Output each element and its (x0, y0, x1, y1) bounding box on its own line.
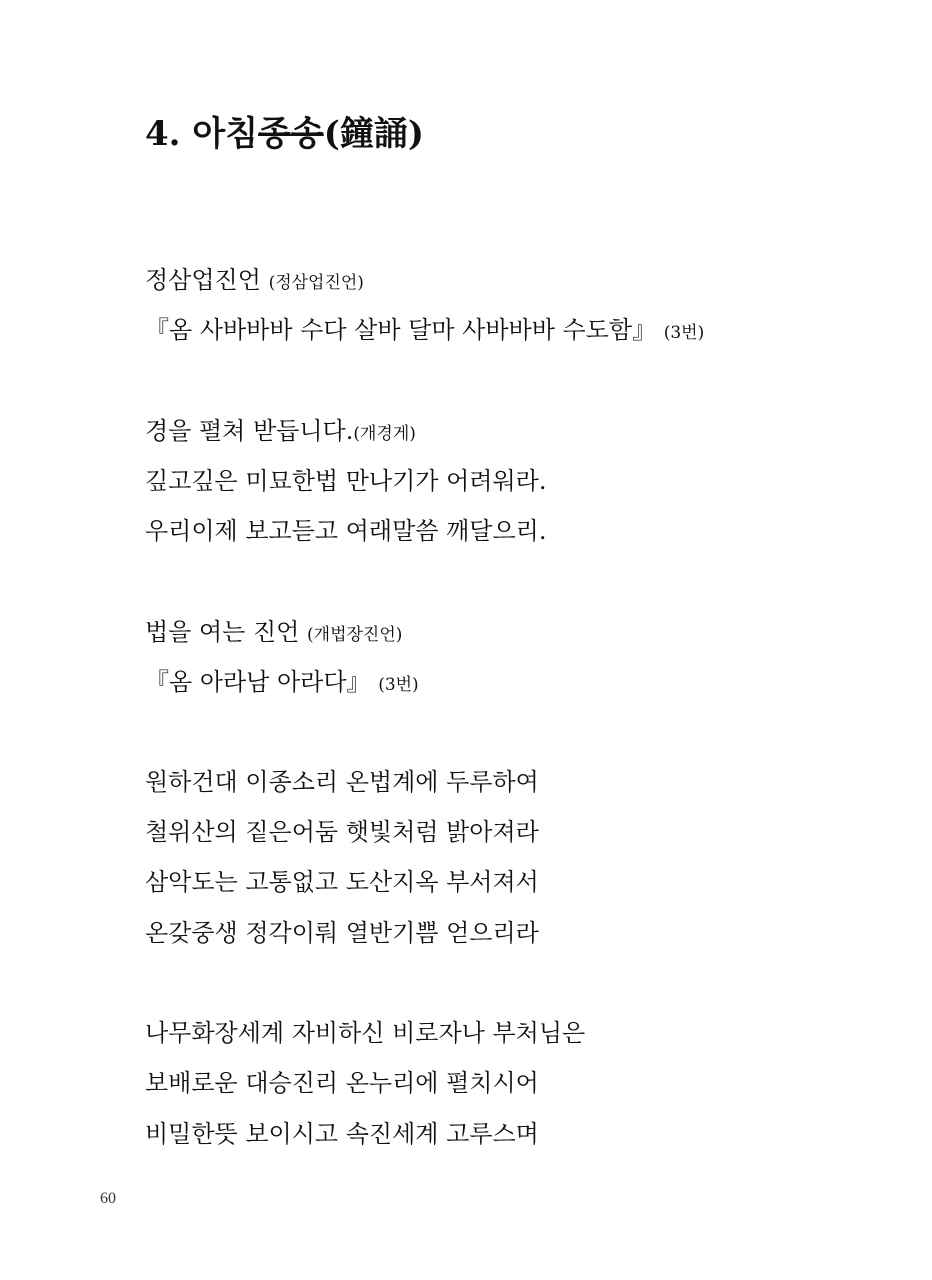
repeat-note: (3번) (378, 675, 419, 695)
heading-jeongsamup (145, 265, 364, 298)
repeat-note: (3번) (663, 323, 705, 343)
heading-text: 법을 여는 진언 (145, 618, 300, 646)
page-number: 60 (100, 1190, 116, 1207)
verse-line: 우리이제 보고듣고 여래말씀 깨달으리. (145, 517, 547, 545)
heading-gaebeopjang (145, 617, 402, 650)
mantra-text: 『옴 사바바바 수다 살바 달마 사바바바 수도함』 (145, 316, 657, 344)
verse-line: 나무화장세계 자비하신 비로자나 부처님은 (145, 1019, 586, 1047)
verse-line: 철위산의 짙은어둠 햇빛처럼 밝아져라 (145, 818, 539, 846)
verse-line: 보배로운 대승진리 온누리에 펼치시어 (145, 1069, 539, 1097)
verse-line: 깊고깊은 미묘한법 만나기가 어려워라. (145, 467, 547, 495)
title-main: 아침 (192, 114, 259, 154)
verse-line: 삼악도는 고통없고 도산지옥 부서져서 (145, 868, 539, 896)
title-struck-text: 종송 (258, 114, 324, 154)
title-number: 4. (145, 114, 193, 154)
verse-line: 원하건대 이종소리 온법계에 두루하여 (145, 768, 539, 796)
heading-note: (개경게) (353, 424, 416, 444)
mantra-line (145, 667, 419, 700)
heading-gaegyeonggye (145, 416, 416, 449)
verse-line: 온갖중생 정각이뤄 열반기쁨 얻으리라 (145, 919, 539, 947)
heading-text: 경을 펼쳐 받듭니다. (145, 417, 354, 445)
heading-note: (정삼업진언) (268, 273, 364, 293)
heading-text: 정삼업진언 (145, 266, 261, 294)
mantra-text: 『옴 아라남 아라다』 (145, 668, 371, 696)
mantra-line (145, 315, 704, 348)
verse-line: 비밀한뜻 보이시고 속진세계 고루스며 (145, 1120, 539, 1148)
title-hanja: (鐘誦) (323, 114, 424, 154)
heading-note: (개법장진언) (307, 625, 403, 645)
section-title (145, 106, 424, 155)
